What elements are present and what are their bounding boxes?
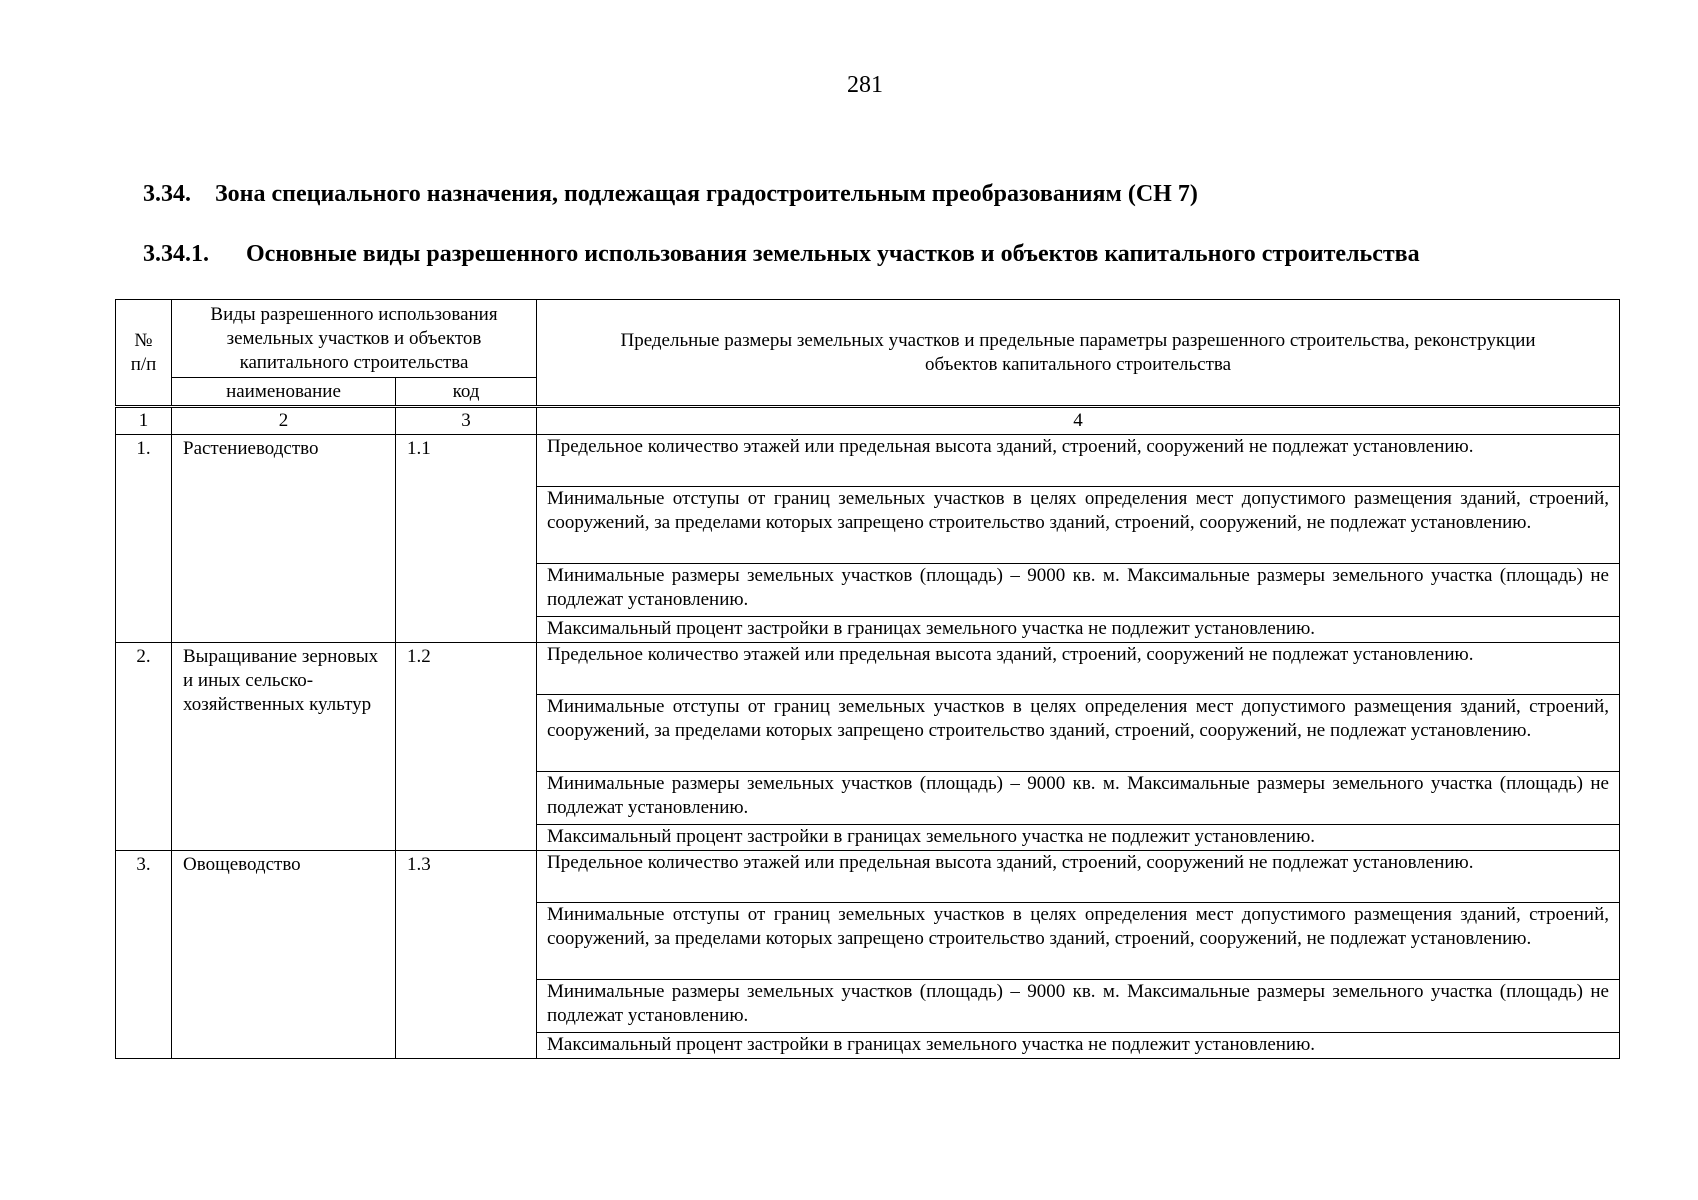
page-number: 281 — [847, 72, 883, 98]
land-use-name: Растениеводство — [172, 435, 396, 643]
land-use-code: 1.1 — [396, 435, 537, 643]
subsection-title: Основные виды разрешенного использования земельных участков и объектов капитального строительства — [246, 241, 1420, 267]
param-max-coverage: Максимальный процент застройки в границах земельного участка не подлежит установлению. — [537, 617, 1620, 643]
land-use-table — [115, 407, 1620, 1059]
param-max-floors: Предельное количество этажей или предельная высота зданий, строений, сооружений не подлежат установлению. — [537, 851, 1620, 903]
row-number: 1. — [116, 435, 172, 643]
param-plot-area: Минимальные размеры земельных участков (площадь) – 9000 кв. м. Максимальные размеры земельного участка (площадь) не подлежат установлению. — [537, 772, 1620, 825]
column-numbers-row — [116, 408, 1620, 435]
header-code: код — [396, 378, 537, 406]
table-header — [115, 299, 1620, 406]
section-title: Зона специального назначения, подлежащая градостроительным преобразованиям (СН 7) — [215, 181, 1198, 207]
header-types: Виды разрешенного использования земельных участков и объектов капитального строительства — [172, 300, 537, 378]
subsection-heading — [143, 238, 1616, 270]
land-use-name: Выращивание зерновых и иных сельско-хозяйственных культур — [172, 643, 396, 851]
land-use-code: 1.3 — [396, 851, 537, 1059]
param-plot-area: Минимальные размеры земельных участков (площадь) – 9000 кв. м. Максимальные размеры земельного участка (площадь) не подлежат установлению. — [537, 564, 1620, 617]
table-row — [116, 435, 1620, 487]
param-min-setbacks: Минимальные отступы от границ земельных участков в целях определения мест допустимого размещения зданий, строений, сооружений, за пределами которых запрещено строительство зданий, строений, сооружений, не подлежат установлению. — [537, 695, 1620, 772]
header-limits: Предельные размеры земельных участков и предельные параметры разрешенного строительства, реконструкции объектов капитального строительства — [537, 300, 1620, 406]
section-heading — [143, 181, 1198, 208]
param-max-floors: Предельное количество этажей или предельная высота зданий, строений, сооружений не подлежат установлению. — [537, 435, 1620, 487]
row-number: 2. — [116, 643, 172, 851]
column-number: 2 — [172, 408, 396, 435]
param-plot-area: Минимальные размеры земельных участков (площадь) – 9000 кв. м. Максимальные размеры земельного участка (площадь) не подлежат установлению. — [537, 980, 1620, 1033]
land-use-name: Овощеводство — [172, 851, 396, 1059]
row-number: 3. — [116, 851, 172, 1059]
table-row — [116, 643, 1620, 695]
header-num: № п/п — [116, 300, 172, 406]
param-max-coverage: Максимальный процент застройки в границах земельного участка не подлежит установлению. — [537, 1033, 1620, 1059]
section-number: 3.34. — [143, 181, 191, 207]
column-number: 3 — [396, 408, 537, 435]
column-number: 4 — [537, 408, 1620, 435]
table-row — [116, 851, 1620, 903]
column-number: 1 — [116, 408, 172, 435]
param-max-floors: Предельное количество этажей или предельная высота зданий, строений, сооружений не подлежат установлению. — [537, 643, 1620, 695]
param-min-setbacks: Минимальные отступы от границ земельных участков в целях определения мест допустимого размещения зданий, строений, сооружений, за пределами которых запрещено строительство зданий, строений, сооружений, не подлежат установлению. — [537, 903, 1620, 980]
header-name: наименование — [172, 378, 396, 406]
param-max-coverage: Максимальный процент застройки в границах земельного участка не подлежит установлению. — [537, 825, 1620, 851]
subsection-number: 3.34.1. — [143, 241, 209, 267]
land-use-code: 1.2 — [396, 643, 537, 851]
param-min-setbacks: Минимальные отступы от границ земельных участков в целях определения мест допустимого размещения зданий, строений, сооружений, за пределами которых запрещено строительство зданий, строений, сооружений, не подлежат установлению. — [537, 487, 1620, 564]
